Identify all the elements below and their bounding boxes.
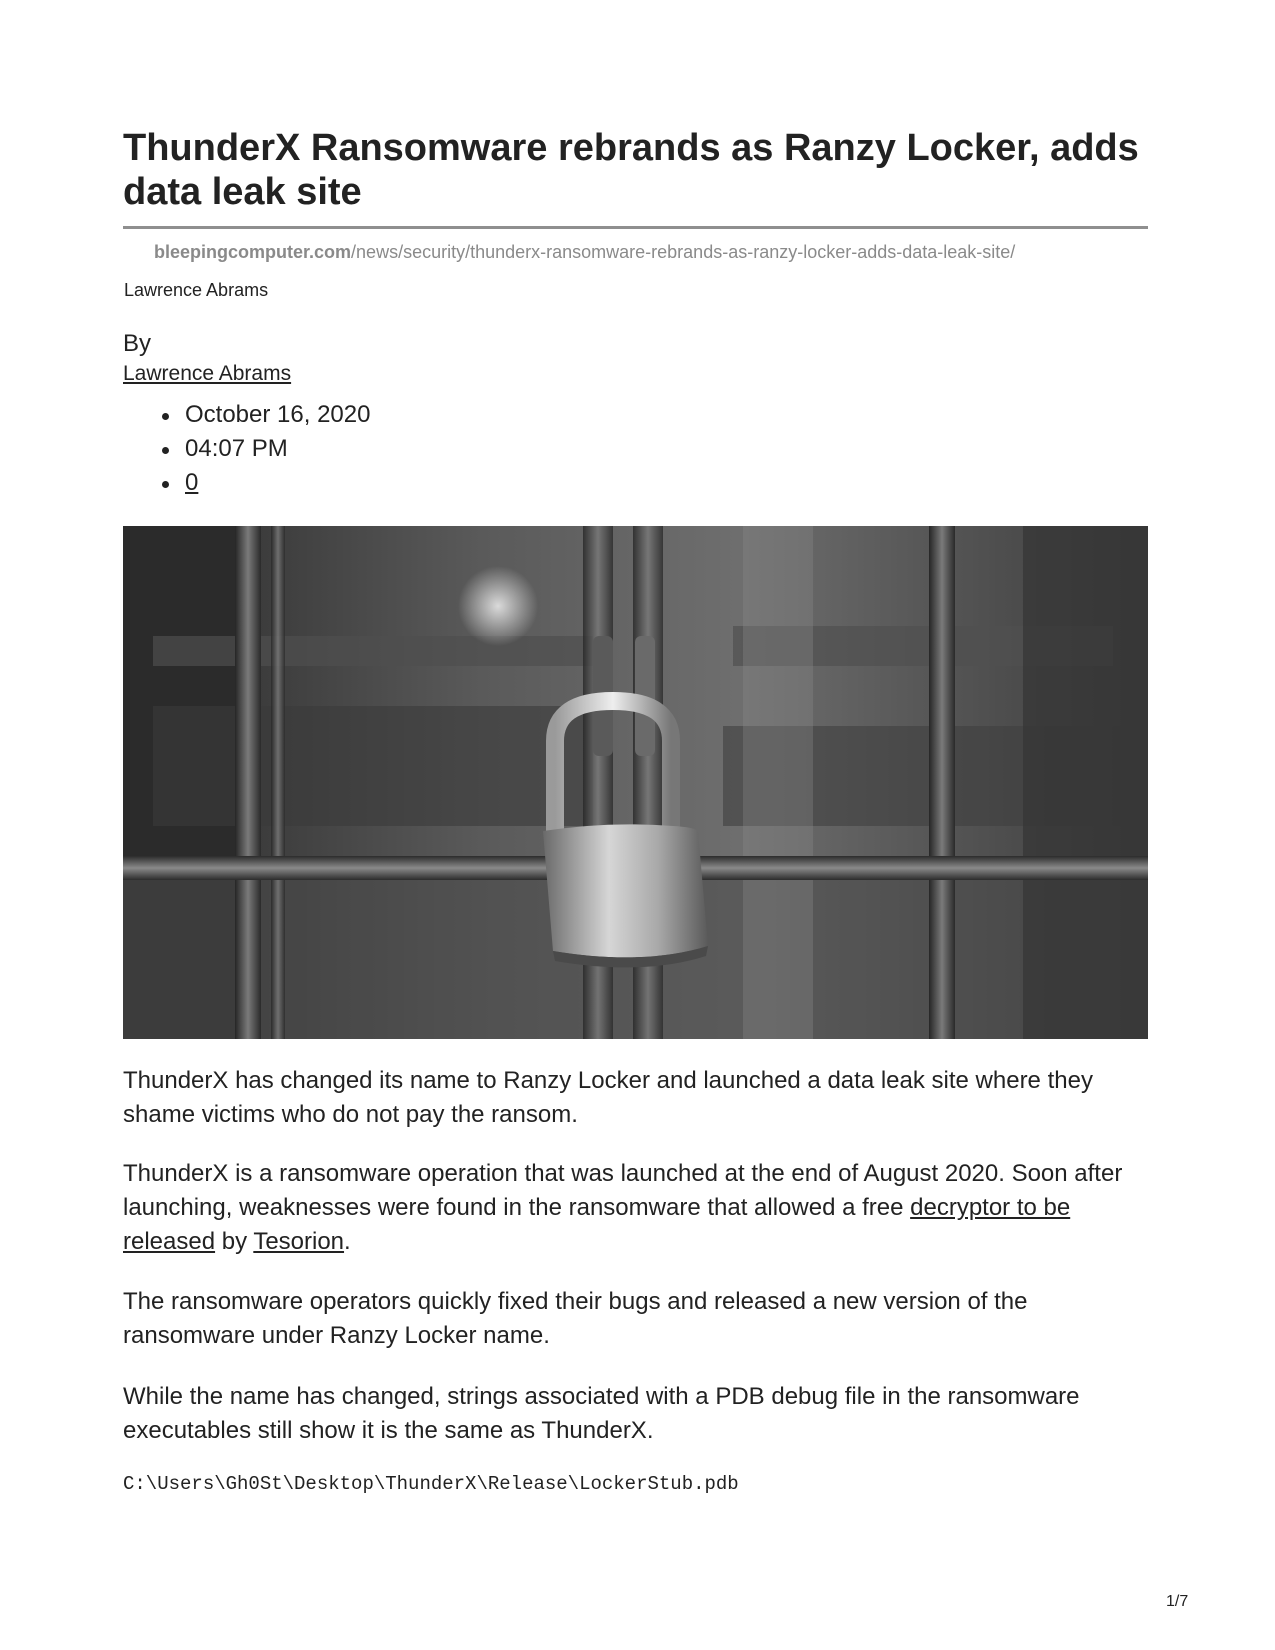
paragraph-3: The ransomware operators quickly fixed their bugs and released a new version of the ransomware under Ranzy Locker name. xyxy=(123,1288,1028,1349)
source-url[interactable] xyxy=(154,240,1015,264)
byline-author-top: Lawrence Abrams xyxy=(124,280,269,300)
page-number: 1/7 xyxy=(1166,1593,1189,1610)
comments-count-link[interactable]: 0 xyxy=(185,469,199,496)
author-link[interactable]: Lawrence Abrams xyxy=(123,362,292,385)
paragraph-2-text-a: ThunderX is a ransomware operation that was launched at the end of August 2020. Soon after launching, weaknesses were found in the ransomware that allowed a free xyxy=(123,1160,1123,1221)
decryptor-link[interactable]: decryptor to be released xyxy=(123,1194,1071,1255)
hero-image xyxy=(123,526,1148,1039)
source-domain: bleepingcomputer.com xyxy=(154,242,352,262)
by-label: By xyxy=(123,330,152,357)
tesorion-link[interactable]: Tesorion xyxy=(253,1228,345,1255)
meta-time: 04:07 PM xyxy=(185,432,370,466)
source-path: /news/security/thunderx-ransomware-rebrands-as-ranzy-locker-adds-data-leak-site/ xyxy=(351,242,1016,262)
article-title: ThunderX Ransomware rebrands as Ranzy Locker, adds data leak site xyxy=(123,127,1139,213)
paragraph-4: While the name has changed, strings associated with a PDB debug file in the ransomware executables still show it is the same as ThunderX. xyxy=(123,1383,1080,1444)
meta-comments xyxy=(185,466,370,500)
article-meta-list xyxy=(123,398,370,500)
paragraph-2-text-c: . xyxy=(344,1228,351,1255)
title-divider xyxy=(123,226,1148,229)
meta-date: October 16, 2020 xyxy=(185,398,370,432)
pdb-path-code: C:\Users\Gh0St\Desktop\ThunderX\Release\LockerStub.pdb xyxy=(123,1473,739,1495)
paragraph-2 xyxy=(123,1157,1148,1259)
paragraph-1: ThunderX has changed its name to Ranzy Locker and launched a data leak site where they shame victims who do not pay the ransom. xyxy=(123,1067,1093,1128)
paragraph-2-text-b: by xyxy=(215,1228,254,1255)
padlock-photo-icon xyxy=(123,526,1148,1039)
